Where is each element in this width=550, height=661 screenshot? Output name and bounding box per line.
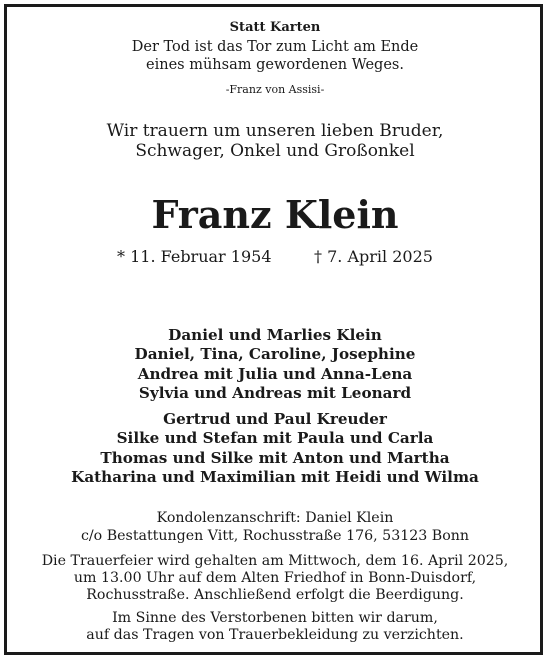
family-1-line-2: Daniel, Tina, Caroline, Josephine	[134, 345, 416, 363]
death-date: † 7. April 2025	[314, 247, 433, 266]
quote-line-2: eines mühsam gewordenen Weges.	[146, 57, 404, 73]
intro-line-1: Wir trauern um unseren lieben Bruder,	[106, 121, 444, 141]
quote-line-1: Der Tod ist das Tor zum Licht am Ende	[131, 39, 419, 55]
header-statt-karten: Statt Karten	[229, 20, 321, 35]
family-2-line-1: Gertrud und Paul Kreuder	[163, 410, 387, 428]
condolence-line-2: c/o Bestattungen Vitt, Rochusstraße 176, 53123 Bonn	[80, 528, 470, 544]
ceremony-line-1: Die Trauerfeier wird gehalten am Mittwoch, dem 16. April 2025,	[41, 553, 509, 569]
ceremony-line-2: um 13.00 Uhr auf dem Alten Friedhof in Bonn-Duisdorf,	[73, 570, 477, 586]
intro-line-2: Schwager, Onkel und Großonkel	[135, 141, 415, 161]
family-1-line-3: Andrea mit Julia und Anna-Lena	[137, 365, 413, 383]
birth-date: * 11. Februar 1954	[117, 247, 272, 266]
quote-author: -Franz von Assisi-	[225, 83, 325, 96]
family-1-line-4: Sylvia und Andreas mit Leonard	[138, 384, 412, 402]
request-line-2: auf das Tragen von Trauerbekleidung zu verzichten.	[86, 627, 464, 643]
family-2-line-3: Thomas und Silke mit Anton und Martha	[100, 449, 450, 467]
family-1-line-1: Daniel und Marlies Klein	[168, 326, 382, 344]
family-2-line-4: Katharina und Maximilian mit Heidi und Wilma	[71, 468, 479, 486]
life-dates	[0, 247, 550, 269]
ceremony-line-3: Rochusstraße. Anschließend erfolgt die Beerdigung.	[86, 587, 464, 603]
condolence-line-1: Kondolenzanschrift: Daniel Klein	[156, 510, 394, 526]
deceased-name: Franz Klein	[151, 192, 399, 237]
request-line-1: Im Sinne des Verstorbenen bitten wir darum,	[112, 610, 438, 626]
family-2-line-2: Silke und Stefan mit Paula und Carla	[116, 429, 434, 447]
